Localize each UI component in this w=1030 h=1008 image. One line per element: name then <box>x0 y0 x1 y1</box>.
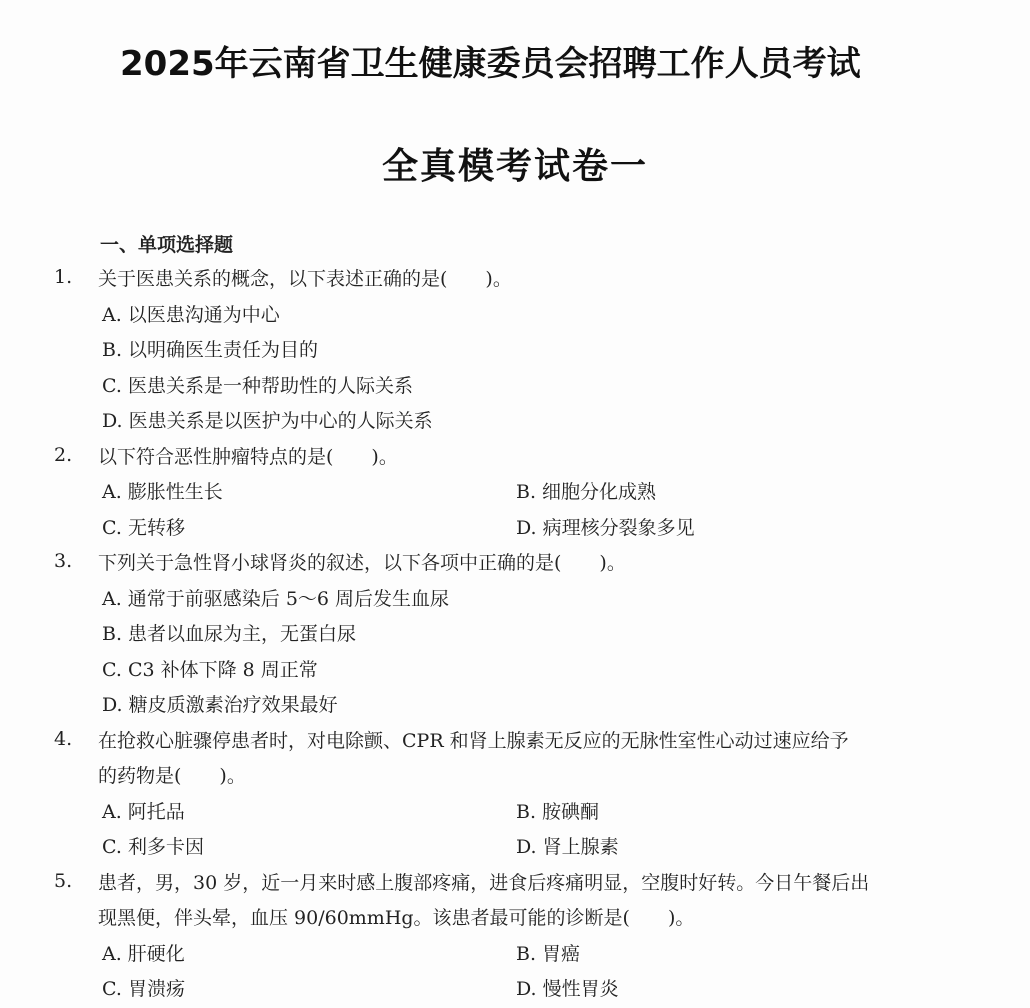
option: C. C3 补体下降 8 周正常 <box>102 659 318 681</box>
option: D. 肾上腺素 <box>516 836 619 858</box>
option: D. 慢性胃炎 <box>516 978 619 1000</box>
question-number: 2. <box>54 444 73 466</box>
option: C. 医患关系是一种帮助性的人际关系 <box>102 375 413 397</box>
option: A. 通常于前驱感染后 5～6 周后发生血尿 <box>102 588 450 610</box>
question-stem: 以下符合恶性肿瘤特点的是( )。 <box>98 446 398 468</box>
option: C. 利多卡因 <box>102 836 204 858</box>
question-stem-continuation: 现黑便，伴头晕，血压 90/60mmHg。该患者最可能的诊断是( )。 <box>98 907 695 929</box>
exam-title: 2025年云南省卫生健康委员会招聘工作人员考试 <box>120 44 861 84</box>
question-number: 4. <box>54 728 73 750</box>
option: C. 胃溃疡 <box>102 978 185 1000</box>
option: B. 胺碘酮 <box>516 801 600 823</box>
option: A. 膨胀性生长 <box>102 481 223 503</box>
question-stem: 在抢救心脏骤停患者时，对电除颤、CPR 和肾上腺素无反应的无脉性室性心动过速应给予 <box>98 730 849 752</box>
question-stem-continuation: 的药物是( )。 <box>98 765 246 787</box>
paper-title: 全真模考试卷一 <box>381 145 648 187</box>
option: D. 糖皮质激素治疗效果最好 <box>102 694 338 716</box>
question-number: 1. <box>54 266 73 288</box>
option: B. 以明确医生责任为目的 <box>102 339 319 361</box>
question-stem: 下列关于急性肾小球肾炎的叙述，以下各项中正确的是( )。 <box>98 552 626 574</box>
question-stem: 关于医患关系的概念，以下表述正确的是( )。 <box>98 268 512 290</box>
question-stem: 患者，男，30 岁，近一月来时感上腹部疼痛，进食后疼痛明显，空腹时好转。今日午餐后出 <box>98 872 870 894</box>
option: B. 胃癌 <box>516 943 581 965</box>
question-number: 3. <box>54 550 73 572</box>
option: A. 肝硬化 <box>102 943 185 965</box>
option: A. 阿托品 <box>102 801 185 823</box>
option: C. 无转移 <box>102 517 185 539</box>
option: D. 医患关系是以医护为中心的人际关系 <box>102 410 433 432</box>
option: D. 病理核分裂象多见 <box>516 517 695 539</box>
section-heading: 一、单项选择题 <box>100 234 234 256</box>
option: B. 细胞分化成熟 <box>516 481 657 503</box>
question-number: 5. <box>54 870 73 892</box>
option: A. 以医患沟通为中心 <box>102 304 280 326</box>
option: B. 患者以血尿为主，无蛋白尿 <box>102 623 357 645</box>
